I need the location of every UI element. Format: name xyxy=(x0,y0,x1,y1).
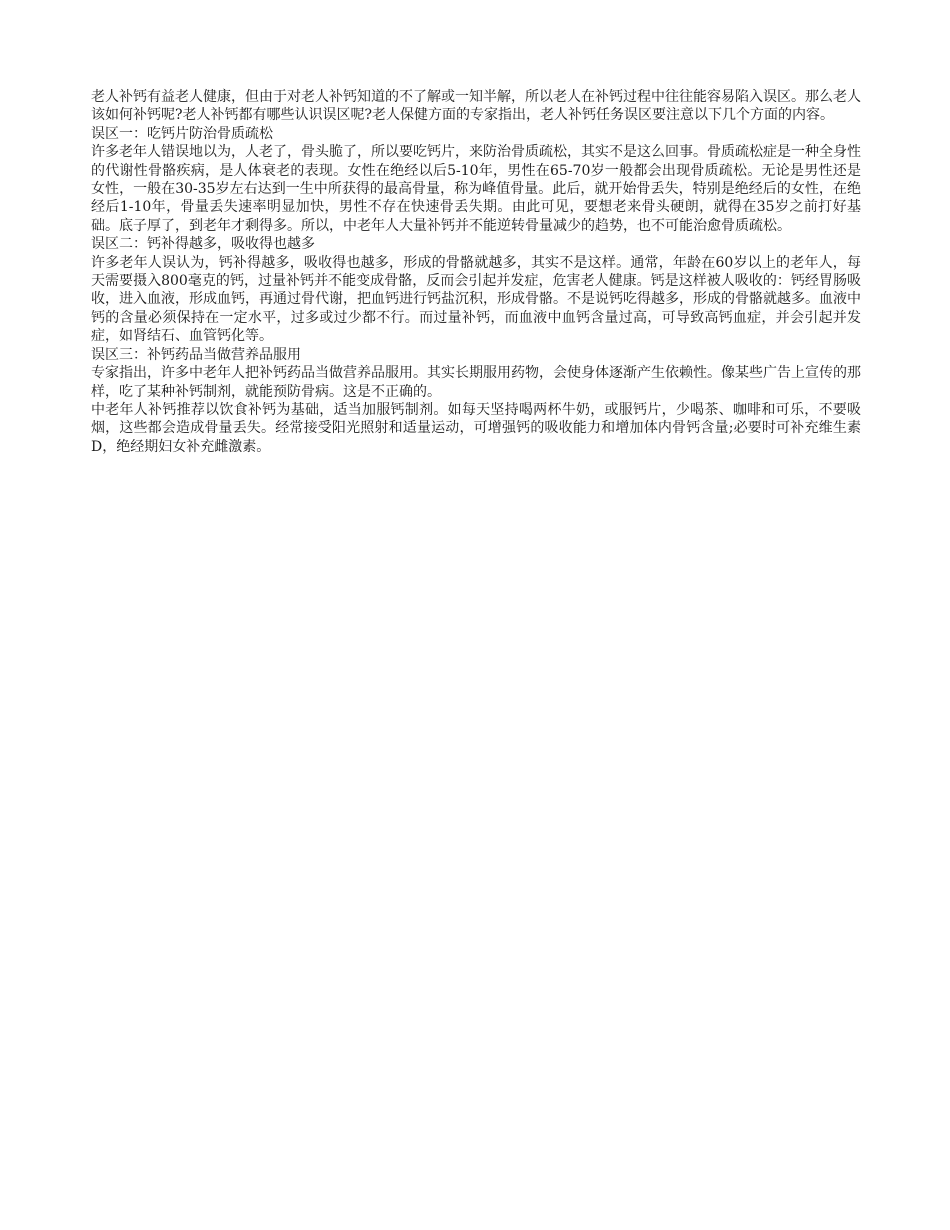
section-body-1: 许多老年人错误地以为，人老了，骨头脆了，所以要吃钙片，来防治骨质疏松，其实不是这么回事。骨质疏松症是一种全身性的代谢性骨骼疾病，是人体衰老的表现。女性在绝经以后5-10年，男性在65-70岁一般都会出现骨质疏松。无论是男性还是女性，一般在30-35岁左右达到一生中所获得的最高骨量，称为峰值骨量。此后，就开始骨丢失，特别是绝经后的女性，在绝经后1-10年，骨量丢失速率明显加快，男性不存在快速骨丢失期。由此可见，要想老来骨头硬朗，就得在35岁之前打好基础。底子厚了，到老年才剩得多。所以，中老年人大量补钙并不能逆转骨量减少的趋势，也不可能治愈骨质疏松。 xyxy=(91,144,861,234)
section-body-3: 专家指出，许多中老年人把补钙药品当做营养品服用。其实长期服用药物，会使身体逐渐产生依赖性。像某些广告上宣传的那样，吃了某种补钙制剂，就能预防骨病。这是不正确的。 xyxy=(91,365,861,400)
document-body xyxy=(91,88,861,456)
section-heading-1: 误区一：吃钙片防治骨质疏松 xyxy=(91,125,273,142)
section-body-2: 许多老年人误认为，钙补得越多，吸收得也越多，形成的骨骼就越多，其实不是这样。通常，年龄在60岁以上的老年人，每天需要摄入800毫克的钙，过量补钙并不能变成骨骼，反而会引起并发症，危害老人健康。钙是这样被人吸收的：钙经胃肠吸收，进入血液，形成血钙，再通过骨代谢，把血钙进行钙盐沉积，形成骨骼。不是说钙吃得越多，形成的骨骼就越多。血液中钙的含量必须保持在一定水平，过多或过少都不行。而过量补钙，而血液中血钙含量过高，可导致高钙血症，并会引起并发症，如肾结石、血管钙化等。 xyxy=(91,254,861,345)
intro-paragraph: 老人补钙有益老人健康，但由于对老人补钙知道的不了解或一知半解，所以老人在补钙过程中往往能容易陷入误区。那么老人该如何补钙呢?老人补钙都有哪些认识误区呢?老人保健方面的专家指出，老人补钙任务误区要注意以下几个方面的内容。 xyxy=(91,89,861,124)
section-heading-2: 误区二：钙补得越多，吸收得也越多 xyxy=(91,236,315,253)
closing-paragraph: 中老年人补钙推荐以饮食补钙为基础，适当加服钙制剂。如每天坚持喝两杯牛奶，或服钙片，少喝茶、咖啡和可乐，不要吸烟，这些都会造成骨量丢失。经常接受阳光照射和适量运动，可增强钙的吸收能力和增加体内骨钙含量;必要时可补充维生素D，绝经期妇女补充雌激素。 xyxy=(91,401,861,455)
section-heading-3: 误区三：补钙药品当做营养品服用 xyxy=(91,346,301,363)
